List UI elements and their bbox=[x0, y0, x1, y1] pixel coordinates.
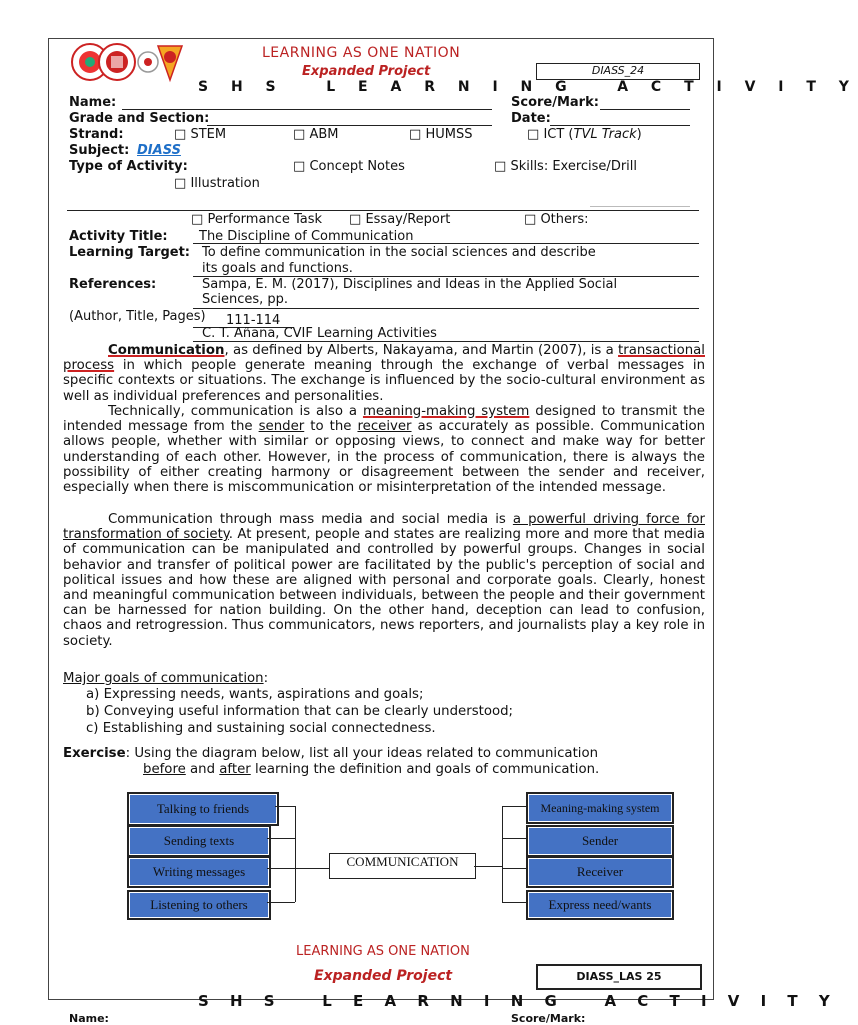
goal-item: b) Conveying useful information that can be clearly understood; bbox=[86, 704, 514, 719]
strand-label: Strand: bbox=[69, 127, 124, 142]
exercise-instructions: Exercise: Using the diagram below, list all your ideas related to communication before and after learning the definition and goals of communication. bbox=[63, 746, 600, 777]
footer-score-label: Score/Mark: bbox=[511, 1012, 586, 1025]
diagram-right-box[interactable]: Meaning-making system bbox=[526, 792, 674, 824]
footer-shs-title: S H S L E A R N I N G A C T I V I T Y bbox=[198, 992, 838, 1010]
school-logos bbox=[70, 40, 185, 84]
connector bbox=[502, 806, 503, 902]
checkbox-icon: □ bbox=[494, 159, 507, 174]
checkbox-icon: □ bbox=[174, 127, 187, 142]
connector bbox=[267, 902, 295, 903]
score-field[interactable] bbox=[600, 109, 690, 110]
strand-abm[interactable]: □ ABM bbox=[293, 127, 339, 142]
reference-pages: 111-114 bbox=[226, 313, 281, 328]
activity-code: DIASS_24 bbox=[536, 63, 700, 80]
diagram-right-box[interactable]: Receiver bbox=[526, 856, 674, 888]
name-field[interactable] bbox=[122, 109, 492, 110]
learning-target-line2: its goals and functions. bbox=[202, 261, 353, 276]
strand-ict[interactable]: □ ICT (TVL Track) bbox=[527, 127, 642, 142]
paragraph-1: Communication, as defined by Alberts, Nakayama, and Martin (2007), is a transactional process in which people generate meaning through the exchange of verbal messages in specific contexts or situations. The exchange is influenced by the socio-cultural environment as well as individual preferences and personalities. bbox=[63, 343, 705, 404]
checkbox-icon: □ bbox=[524, 212, 537, 227]
diagram-center-box: COMMUNICATION bbox=[329, 853, 476, 879]
project-label: Expanded Project bbox=[302, 64, 431, 79]
diagram-left-box[interactable]: Listening to others bbox=[127, 890, 271, 920]
strand-humss[interactable]: □ HUMSS bbox=[409, 127, 473, 142]
subject-value: DIASS bbox=[137, 143, 181, 158]
type-skills[interactable]: □ Skills: Exercise/Drill bbox=[494, 159, 638, 174]
connector bbox=[267, 868, 329, 869]
org-title: LEARNING AS ONE NATION bbox=[262, 45, 461, 61]
learning-target-line1: To define communication in the social sciences and describe bbox=[202, 245, 596, 260]
checkbox-icon: □ bbox=[409, 127, 422, 142]
checkbox-icon: □ bbox=[293, 127, 306, 142]
subject-label: Subject: bbox=[69, 143, 130, 158]
reference-line2: Sciences, pp. bbox=[202, 292, 289, 307]
paragraph-3: Communication through mass media and social media is a powerful driving force for transformation of society. At present, people and states are realizing more and more that media of communication can be manipulated and controlled by powerful groups. Changes in social behavior and transfer of political power are facilitated by the public's perception of social and political issues and how these are aligned with personal and corporate goals. Clearly, honest and meaningful communication between individuals, between the people and their government can be harnessed for nation building. On the other hand, deception can lead to confusion, chaos and retrogression. Thus communicators, news reporters, and journalists play a key role in society. bbox=[63, 512, 705, 649]
footer-org-title: LEARNING AS ONE NATION bbox=[296, 944, 470, 959]
footer-name-label: Name: bbox=[69, 1012, 109, 1025]
connector bbox=[502, 806, 526, 807]
learning-target-label: Learning Target: bbox=[69, 245, 190, 260]
diagram-right-box[interactable]: Sender bbox=[526, 825, 674, 857]
connector bbox=[267, 838, 295, 839]
shs-title: S H S L E A R N I N G A C T I V I T Y bbox=[198, 79, 858, 95]
goals-list bbox=[86, 686, 513, 737]
type-others[interactable]: □ Others: bbox=[524, 212, 589, 227]
connector bbox=[275, 806, 295, 807]
date-field[interactable] bbox=[550, 125, 690, 126]
checkbox-icon: □ bbox=[349, 212, 362, 227]
checkbox-icon: □ bbox=[174, 176, 187, 191]
diagram-right-box[interactable]: Express need/wants bbox=[526, 890, 674, 920]
diagram-left-box[interactable]: Writing messages bbox=[127, 856, 271, 888]
connector bbox=[502, 868, 526, 869]
type-illustration[interactable]: □ Illustration bbox=[174, 176, 260, 191]
reference-sub-label: (Author, Title, Pages) bbox=[69, 309, 206, 324]
connector bbox=[502, 902, 526, 903]
type-concept-notes[interactable]: □ Concept Notes bbox=[293, 159, 405, 174]
strand-stem[interactable]: □ STEM bbox=[174, 127, 227, 142]
grade-label: Grade and Section: bbox=[69, 111, 210, 126]
activity-title: The Discipline of Communication bbox=[199, 229, 414, 244]
connector bbox=[474, 866, 502, 867]
activity-title-line bbox=[193, 243, 699, 244]
connector bbox=[502, 838, 526, 839]
type-label: Type of Activity: bbox=[69, 159, 188, 174]
references-label: References: bbox=[69, 277, 157, 292]
type-performance-task[interactable]: □ Performance Task bbox=[191, 212, 323, 227]
others-field-top bbox=[590, 206, 690, 207]
activity-title-label: Activity Title: bbox=[69, 229, 168, 244]
goal-item: c) Establishing and sustaining social connectedness. bbox=[86, 721, 436, 736]
checkbox-icon: □ bbox=[527, 127, 540, 142]
reference-line bbox=[193, 308, 699, 309]
footer-code: DIASS_LAS 25 bbox=[536, 964, 702, 990]
checkbox-icon: □ bbox=[293, 159, 306, 174]
goal-item: a) Expressing needs, wants, aspirations and goals; bbox=[86, 687, 424, 702]
diagram-left-box[interactable]: Talking to friends bbox=[127, 792, 279, 826]
name-label: Name: bbox=[69, 95, 117, 110]
diagram-left-box[interactable]: Sending texts bbox=[127, 825, 271, 857]
reference-line3: C. T. Añana, CVIF Learning Activities bbox=[202, 326, 437, 341]
section-divider bbox=[67, 210, 699, 211]
grade-field[interactable] bbox=[207, 125, 492, 126]
reference-line1: Sampa, E. M. (2017), Disciplines and Ideas in the Applied Social bbox=[202, 277, 618, 292]
connector bbox=[295, 806, 296, 902]
checkbox-icon: □ bbox=[191, 212, 204, 227]
date-label: Date: bbox=[511, 111, 551, 126]
score-label: Score/Mark: bbox=[511, 95, 599, 110]
type-essay-report[interactable]: □ Essay/Report bbox=[349, 212, 451, 227]
footer-project: Expanded Project bbox=[314, 968, 453, 984]
paragraph-2: Technically, communication is also a meaning-making system designed to transmit the intended message from the sender to the receiver as accurately as possible. Communication allows people, whether with similar or opposing views, to connect and make way for better understanding of each other. However, in the process of communication, there is always the possibility of either creating harmony or disagreement between the sender and receiver, especially when there is miscommunication or misinterpretation of the intended message. bbox=[63, 404, 706, 496]
reference-line-bottom bbox=[193, 341, 699, 342]
goals-title: Major goals of communication: bbox=[63, 671, 269, 686]
